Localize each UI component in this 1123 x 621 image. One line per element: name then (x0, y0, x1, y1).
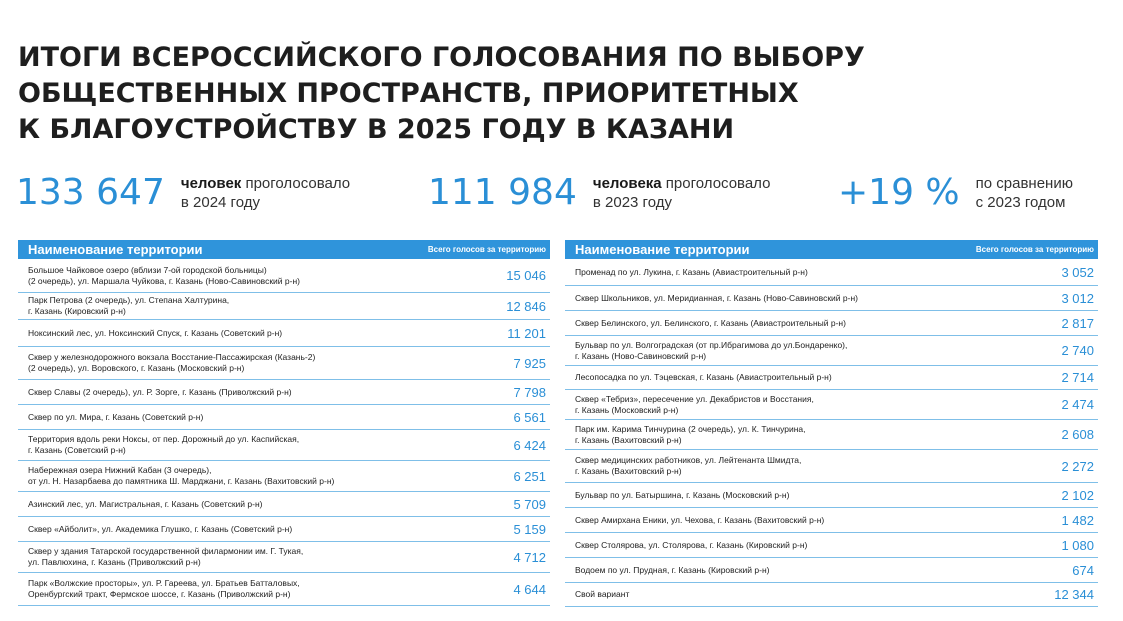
votes-value: 1 080 (1061, 537, 1094, 553)
table-row (18, 573, 550, 606)
table-row (18, 517, 550, 542)
table-row (565, 336, 1098, 366)
territory-name: Свой вариант (575, 589, 630, 599)
table-row (18, 461, 550, 492)
votes-value: 5 159 (513, 521, 546, 537)
territory-name: Сквер Школьников, ул. Меридианная, г. Казань (Ново-Савиновский р-н) (575, 292, 858, 303)
table-header (18, 240, 550, 259)
stat-2023 (428, 172, 770, 213)
header-territory: Наименование территории (575, 242, 750, 257)
territory-name: Бульвар по ул. Волгоградская (от пр.Ибрагимова до ул.Бондаренко), г. Казань (Ново-Савиновский р-н) (575, 339, 848, 361)
votes-value: 6 251 (513, 468, 546, 484)
territory-name: Сквер Славы (2 очередь), ул. Р. Зорге, г. Казань (Приволжский р-н) (28, 386, 292, 397)
table-body (565, 259, 1098, 607)
stat-desc-bold: человек (180, 174, 242, 192)
territory-name: Бульвар по ул. Батыршина, г. Казань (Московский р-н) (575, 489, 790, 500)
votes-value: 1 482 (1061, 512, 1094, 528)
votes-value: 674 (1072, 562, 1094, 578)
stat-desc-bold: человека (592, 174, 662, 192)
table-row (18, 542, 550, 573)
table-row (18, 347, 550, 380)
votes-value: 2 272 (1061, 458, 1094, 474)
page-title (18, 40, 898, 148)
table-header (565, 240, 1098, 259)
table-row (18, 380, 550, 405)
votes-value: 2 740 (1061, 343, 1094, 358)
votes-value: 3 012 (1061, 290, 1094, 306)
territory-name: Сквер Столярова, ул. Столярова, г. Казань (Кировский р-н) (575, 539, 808, 550)
stat-description (181, 174, 350, 212)
votes-value: 6 561 (513, 409, 546, 425)
table-row (565, 311, 1098, 336)
votes-value: 6 424 (513, 437, 546, 453)
table-row (565, 583, 1098, 607)
table-row (565, 420, 1098, 450)
table-row (18, 492, 550, 517)
votes-value: 12 344 (1054, 587, 1094, 602)
table-body (18, 259, 550, 606)
territory-name: Азинский лес, ул. Магистральная, г. Казань (Советский р-н) (28, 498, 263, 509)
territory-name: Ноксинский лес, ул. Ноксинский Спуск, г. Казань (Советский р-н) (28, 327, 283, 338)
votes-value: 2 817 (1061, 315, 1094, 331)
votes-value: 7 798 (513, 384, 546, 400)
territory-name: Лесопосадка по ул. Тэцевская, г. Казань (Авиастроительный р-н) (575, 372, 832, 382)
stat-description (593, 174, 771, 212)
votes-value: 3 052 (1061, 264, 1094, 280)
table-row (565, 390, 1098, 420)
table-row (565, 558, 1098, 583)
stat-desc-rest: проголосовало (241, 174, 351, 192)
votes-value: 4 712 (513, 549, 546, 565)
territory-name: Территория вдоль реки Ноксы, от пер. Дорожный до ул. Каспийская, г. Казань (Советский р-н) (28, 434, 300, 455)
votes-value: 15 046 (506, 268, 546, 283)
territory-name: Парк «Волжские просторы», ул. Р. Гареева, ул. Братьев Батталовых, Оренбургский тракт, Фермское шоссе, г. Казань (Приволжский р-н) (28, 578, 300, 599)
territory-name: Парк Петрова (2 очередь), ул. Степана Халтурина, г. Казань (Кировский р-н) (28, 295, 230, 316)
stat-growth (838, 172, 1073, 213)
territory-name: Сквер по ул. Мира, г. Казань (Советский р-н) (28, 411, 204, 422)
votes-table-right (565, 240, 1098, 607)
stat-number: +19 % (838, 172, 960, 213)
territory-name: Сквер у железнодорожного вокзала Восстание-Пассажирская (Казань-2) (2 очередь), ул. Воровского, г. Казань (Московский р-н) (28, 352, 316, 373)
table-row (565, 259, 1098, 286)
territory-name: Сквер «Айболит», ул. Академика Глушко, г. Казань (Советский р-н) (28, 523, 293, 534)
votes-value: 5 709 (513, 496, 546, 512)
table-row (18, 405, 550, 430)
header-votes: Всего голосов за территорию (975, 245, 1094, 254)
stat-number: 111 984 (428, 172, 577, 213)
territory-name: Сквер медицинских работников, ул. Лейтенанта Шмидта, г. Казань (Вахитовский р-н) (575, 455, 802, 476)
table-row (18, 320, 550, 347)
votes-value: 7 925 (513, 355, 546, 371)
table-row (565, 286, 1098, 311)
territory-name: Парк им. Карима Тинчурина (2 очередь), ул. К. Тинчурина, г. Казань (Вахитовский р-н) (575, 423, 806, 445)
votes-value: 12 846 (506, 298, 546, 314)
territory-name: Сквер Белинского, ул. Белинского, г. Казань (Авиастроительный р-н) (575, 317, 846, 328)
votes-value: 2 102 (1061, 487, 1094, 503)
stat-number: 133 647 (16, 172, 165, 213)
header-territory: Наименование территории (28, 242, 203, 257)
table-row (565, 483, 1098, 508)
table-row (565, 508, 1098, 533)
stat-desc-line2: с 2023 годом (975, 193, 1066, 211)
stat-desc-line2: в 2024 году (180, 193, 260, 211)
territory-name: Сквер у здания Татарской государственной филармонии им. Г. Тукая, ул. Павлюхина, г. Казань (Приволжский р-н) (28, 546, 304, 567)
votes-value: 2 474 (1061, 397, 1094, 412)
stat-desc-rest: по сравнению (975, 174, 1073, 192)
table-row (18, 430, 550, 461)
stat-2024 (16, 172, 350, 213)
table-row (565, 450, 1098, 483)
votes-value: 4 644 (513, 581, 546, 597)
votes-value: 2 608 (1061, 427, 1094, 442)
territory-name: Променад по ул. Лукина, г. Казань (Авиастроительный р-н) (575, 266, 808, 277)
table-row (18, 293, 550, 320)
territory-name: Сквер «Тебриз», пересечение ул. Декабристов и Восстания, г. Казань (Московский р-н) (575, 393, 814, 415)
title-line-1: ИТОГИ ВСЕРОССИЙСКОГО ГОЛОСОВАНИЯ ПО ВЫБОРУ (18, 42, 865, 73)
territory-name: Большое Чайковое озеро (вблизи 7-ой городской больницы) (2 очередь), ул. Маршала Чуйкова, г. Казань (Ново-Савиновский р-н) (28, 264, 300, 286)
stat-desc-line2: в 2023 году (592, 193, 672, 211)
title-line-3: К БЛАГОУСТРОЙСТВУ В 2025 ГОДУ В КАЗАНИ (18, 114, 735, 145)
header-votes: Всего голосов за территорию (427, 245, 546, 254)
table-row (18, 259, 550, 293)
votes-value: 11 201 (507, 325, 546, 341)
table-row (565, 366, 1098, 390)
stat-desc-rest: проголосовало (661, 174, 771, 192)
title-line-2: ОБЩЕСТВЕННЫХ ПРОСТРАНСТВ, ПРИОРИТЕТНЫХ (18, 78, 799, 109)
votes-table-left (18, 240, 550, 606)
territory-name: Сквер Амирхана Еники, ул. Чехова, г. Казань (Вахитовский р-н) (575, 514, 825, 525)
territory-name: Водоем по ул. Прудная, г. Казань (Кировский р-н) (575, 564, 770, 575)
votes-value: 2 714 (1061, 370, 1094, 385)
territory-name: Набережная озера Нижний Кабан (3 очередь), от ул. Н. Назарбаева до памятника Ш. Марджани, г. Казань (Вахитовский р-н) (28, 465, 335, 486)
stat-description (976, 174, 1073, 212)
table-row (565, 533, 1098, 558)
